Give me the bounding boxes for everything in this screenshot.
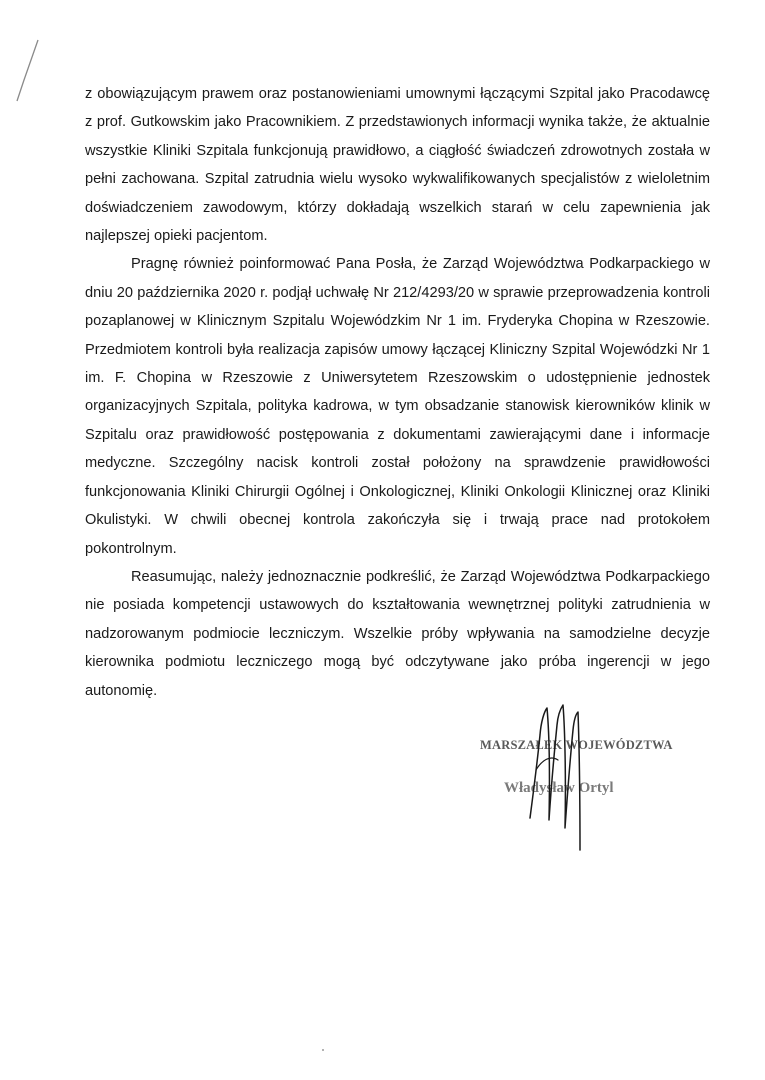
handwritten-signature — [470, 700, 690, 860]
signature-stamp-title: MARSZAŁEK WOJEWÓDZTWA — [480, 738, 673, 752]
signature-stamp-name: Władysław Ortyl — [504, 780, 614, 796]
scan-edge-mark — [0, 0, 40, 110]
letter-body — [85, 80, 710, 705]
scan-speck — [322, 1049, 324, 1051]
paragraph-summary: Reasumując, należy jednoznacznie podkreślić, że Zarząd Województwa Podkarpackiego nie posiada kompetencji ustawowych do kształtowania wewnętrznej polityki zatrudnienia w nadzorowanym podmiocie leczniczym. Wszelkie próby wpływania na samodzielne decyzje kierownika podmiotu leczniczego mogą być odczytywane jako próba ingerencji w jego autonomię. — [85, 568, 710, 699]
paragraph-continuation: z obowiązującym prawem oraz postanowieniami umownymi łączącymi Szpital jako Pracodawcę z prof. Gutkowskim jako Pracownikiem. Z przedstawionych informacji wynika także, że aktualnie wszystkie Kliniki Szpitala funkcjonują prawidłowo, a ciągłość świadczeń zdrowotnych została w pełni zachowana. Szpital zatrudnia wielu wysoko wykwalifikowanych specjalistów z wieloletnim doświadczeniem zawodowym, którzy dokładają wszelkich starań w celu zapewnienia jak najlepszej opieki pacjentom. — [85, 86, 710, 245]
paragraph-control-info: Pragnę również poinformować Pana Posła, że Zarząd Województwa Podkarpackiego w dniu 20 października 2020 r. podjął uchwałę Nr 212/4293/20 w sprawie przeprowadzenia kontroli pozaplanowej w Klinicznym Szpitalu Wojewódzkim Nr 1 im. Fryderyka Chopina w Rzeszowie. Przedmiotem kontroli była realizacja zapisów umowy łączącej Kliniczny Szpital Wojewódzki Nr 1 im. F. Chopina w Rzeszowie z Uniwersytetem Rzeszowskim o udostępnienie jednostek organizacyjnych Szpitala, polityka kadrowa, w tym obsadzanie stanowisk kierowników klinik w Szpitalu oraz prawidłowość postępowania z dokumentami zawierającymi dane i informacje medyczne. Szczególny nacisk kontroli został położony na sprawdzenie prawidłowości funkcjonowania Kliniki Chirurgii Ogólnej i Onkologicznej, Kliniki Onkologii Klinicznej oraz Kliniki Okulistyki. W chwili obecnej kontrola zakończyła się i trwają prace nad protokołem pokontrolnym. — [85, 256, 710, 557]
signature-block — [470, 700, 690, 860]
